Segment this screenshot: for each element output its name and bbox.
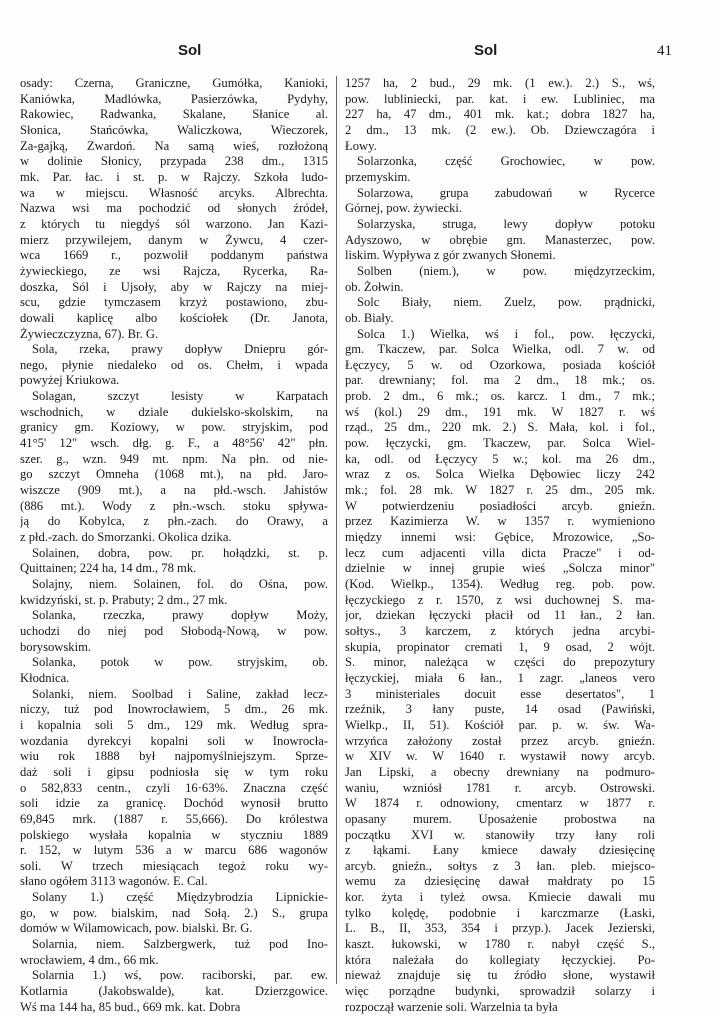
running-head-left: Sol bbox=[178, 42, 202, 59]
text-line: Solarnia 1.) wś, pow. raciborski, par. ew. bbox=[32, 968, 328, 983]
text-line: go, w pow. bialskim, nad Sołą. 2.) S., grupa bbox=[20, 905, 328, 920]
text-line: żywieckiego, ze wsi Rajcza, Rycerka, Ra- bbox=[20, 263, 328, 278]
text-line: sołtys., 3 karczem, z których jedna arcybi- bbox=[345, 623, 655, 638]
text-line: powyżej Kriukowa. bbox=[20, 373, 120, 388]
text-line: ka, odl. od Łęczycy 5 w.; kol. ma 26 dm., bbox=[345, 451, 655, 466]
text-line: z płd.-zach. do Smorzanki. Okolica dzika. bbox=[20, 530, 232, 545]
text-line: Nazwa wsi ma pochodzić od słonych źródeł, bbox=[20, 201, 328, 216]
text-line: Solarzonka, część Grochowiec, w pow. bbox=[357, 154, 655, 169]
text-line: 41°5' 12" wsch. dłg. g. F., a 48°56' 42" płn. bbox=[20, 436, 328, 451]
text-line: jor, dziekan łęczycki płacił od 11 łan., 2 łan. bbox=[345, 608, 655, 623]
text-line: soli idzie za granicę. Dochód wynosił brutto bbox=[20, 796, 328, 811]
dictionary-entry bbox=[345, 76, 655, 154]
text-line: wozdania dyrekcyi kopalni soli w Inowrocła- bbox=[20, 733, 328, 748]
dictionary-entry bbox=[20, 577, 328, 608]
text-line: wraz z os. Solca Wielka Dębowiec liczy 242 bbox=[345, 467, 655, 482]
text-line: Solany 1.) część Międzybrodzia Lipnickie- bbox=[32, 890, 328, 905]
text-line: między innemi wsi: Gębice, Mrozowice, „So- bbox=[345, 530, 655, 545]
text-line: polskiego wysłała kopalnia w styczniu 1889 bbox=[20, 827, 328, 842]
running-head-right: Sol bbox=[474, 42, 498, 59]
text-line: Solben (niem.), w pow. międzyrzeckim, bbox=[357, 263, 655, 278]
text-line: łęczyckiego z r. 1570, z wsi duchownej S. ma- bbox=[345, 592, 655, 607]
text-line: scu, gdzie tymczasem krzyż postawiono, zbu- bbox=[20, 295, 328, 310]
text-line: go szczyt Omneha (1068 mt.), na płd. Jaro- bbox=[20, 467, 328, 482]
text-line: w XIV w. W 1640 r. wystawił nowy arcyb. bbox=[345, 749, 655, 764]
text-line: soli. W trzech miesiącach tegoż roku wy- bbox=[20, 858, 328, 873]
text-line: borysowskim. bbox=[20, 639, 92, 654]
text-line: Solanka, rzeczka, prawy dopływ Moży, bbox=[32, 608, 328, 623]
text-line: wrocławiem, 4 dm., 66 mk. bbox=[20, 952, 159, 967]
text-line: 69,845 mrk. (1887 r. 55,666). Do królestwa bbox=[20, 811, 328, 826]
text-line: 2 dm., 13 mk. (2 ew.). Ob. Dziewczagóra i bbox=[345, 122, 655, 137]
dictionary-entry bbox=[20, 655, 328, 686]
text-line: wemu za dziesięcinę dawał małdraty po 15 bbox=[345, 874, 655, 889]
text-line: granicy gm. Koziowy, w pow. stryjskim, pod bbox=[20, 420, 328, 435]
text-line: Solanki, niem. Soolbad i Saline, zakład lecz- bbox=[32, 686, 328, 701]
text-line: par. drewniany; fol. ma 2 dm., 18 mk.; os. bbox=[345, 373, 655, 388]
column-divider bbox=[336, 76, 337, 984]
text-line: szer. g., wzn. 949 mt. npm. Na płn. od nie- bbox=[20, 451, 328, 466]
text-line: wrzyńca założony został przez arcyb. gnieźn. bbox=[345, 733, 655, 748]
text-line: Solajny, niem. Solainen, fol. do Ośna, pow. bbox=[32, 577, 328, 591]
text-line: ob. Żołwin. bbox=[345, 279, 404, 294]
text-line: L. B., II, 353, 354 i przyp.). Jacek Jezierski, bbox=[345, 921, 655, 936]
page-number: 41 bbox=[657, 43, 672, 59]
dictionary-entry bbox=[20, 76, 328, 342]
text-line: ob. Biały. bbox=[345, 310, 394, 325]
text-line: Sola, rzeka, prawy dopływ Dniepru gór- bbox=[32, 342, 328, 357]
text-line: rzeźnik, 3 łany puste, 14 osad (Pawiński, bbox=[345, 702, 655, 717]
text-line: Wś ma 144 ha, 85 bud., 669 mk. kat. Dobra bbox=[20, 999, 241, 1014]
text-line: Quittainen; 224 ha, 14 dm., 78 mk. bbox=[20, 561, 197, 576]
text-line: rząd., 25 dm., 220 mk. 2.) S. Mała, kol. i fol., bbox=[345, 420, 655, 435]
dictionary-entry bbox=[20, 937, 328, 968]
text-line: Solagan, szczyt lesisty w Karpatach bbox=[32, 389, 328, 404]
text-line: niczy, tuż pod Inowrocławiem, 5 dm., 26 mk. bbox=[20, 702, 328, 717]
dictionary-entry bbox=[345, 154, 655, 185]
text-line: mierz przywilejem, danym w Żywcu, 4 czer- bbox=[20, 232, 328, 247]
text-line: wschodnich, w dziale dukielsko-skolskim, na bbox=[20, 404, 328, 419]
text-line: Wielkp., II, 51). Kościół par. p. w. św. Wa- bbox=[345, 717, 655, 732]
text-line: Solc Biały, niem. Zuelz, pow. prądnicki, bbox=[357, 295, 655, 310]
text-line: Górnej, pow. żywiecki. bbox=[345, 201, 463, 216]
text-line: skupia, propinator cremati 1, 9 osad, 2 wójt. bbox=[345, 639, 655, 654]
text-line: o 582,833 centn., czyli 16·63%. Znaczna część bbox=[20, 780, 328, 795]
text-line: waniu, wzniósł 1781 r. arcyb. Ostrowski. bbox=[345, 780, 655, 795]
text-line: ją do Kobylca, z płn.-zach. do Orawy, a bbox=[20, 514, 328, 529]
text-line: gm. Tkaczew, par. Solca Wielka, odl. 7 w. od bbox=[345, 342, 655, 357]
text-line: która należała do kollegiaty łęczyckiej. Po- bbox=[345, 952, 655, 967]
text-line: Solarnia, niem. Salzbergwerk, tuż pod Ino- bbox=[32, 937, 328, 952]
text-line: osady: Czerna, Graniczne, Gumółka, Kanioki, bbox=[20, 76, 328, 90]
text-line: dzielnie w innej grupie wieś „Solcza minor" bbox=[345, 561, 655, 576]
dictionary-entry bbox=[20, 968, 328, 1015]
text-line: Jan Lipski, a obecny drewniany na podmuro- bbox=[345, 764, 655, 779]
text-line: wiszcze (909 mt.), a na płd.-wsch. Jahistów bbox=[20, 483, 328, 498]
text-line: tylko kolędę, podobnie i karczmarze (Łaski, bbox=[345, 905, 655, 920]
text-line: domów w Wilamowicach, pow. bialski. Br. G. bbox=[20, 921, 253, 936]
text-line: r. 152, w lutym 536 a w marcu 686 wagonów bbox=[20, 843, 328, 858]
dictionary-entry bbox=[345, 217, 655, 264]
text-line: przez Kazimierza W. w 1357 r. wymieniono bbox=[345, 514, 655, 529]
text-line: pow. łęczycki, gm. Tkaczew, par. Solca Wiel- bbox=[345, 436, 655, 451]
text-line: doszka, Sól i Ujsoły, aby w Rajczy na miej- bbox=[20, 279, 328, 294]
dictionary-entry bbox=[20, 342, 328, 389]
text-line: mk.; fol. 28 mk. W 1827 r. 25 dm., 205 mk. bbox=[345, 483, 655, 498]
dictionary-entry bbox=[345, 295, 655, 326]
text-line: wca 1669 r., pozwolił poddanym państwa bbox=[20, 248, 328, 263]
text-line: rozpoczął warzenie soli. Warzelnia ta była bbox=[345, 999, 558, 1014]
text-line: S. minor, należąca w części do prepozytury bbox=[345, 655, 655, 670]
text-line: W potwierdzeniu posiadłości arcyb. gnieźn. bbox=[345, 498, 655, 513]
left-column bbox=[20, 76, 328, 1015]
text-line: nieważ znajduje się tu źródło słone, wystawił bbox=[345, 968, 655, 983]
text-line: początku XVI w. stanowiły trzy łany roli bbox=[345, 827, 655, 842]
text-line: z łąkami. Łany kmiece dawały dziesięcinę bbox=[345, 843, 655, 858]
text-line: arcyb. gnieźn., sołtys z 3 łan. pleb. miejsco- bbox=[345, 858, 655, 873]
text-line: wś (kol.) 29 dm., 191 mk. W 1827 r. wś bbox=[345, 404, 655, 419]
text-line: W 1874 r. odnowiony, cmentarz w 1877 r. bbox=[345, 796, 655, 811]
right-column bbox=[345, 76, 655, 1015]
text-line: nego, płynie niedaleko od os. Chełm, i wpada bbox=[20, 357, 328, 372]
dictionary-entry bbox=[20, 608, 328, 655]
text-line: lecz cum adjacenti villa dicta Pracze" i od- bbox=[345, 545, 655, 560]
text-line: Kaniówka, Madlówka, Pasierzówka, Pydyhy, bbox=[20, 91, 328, 106]
text-line: w dolinie Słonicy, przypada 238 dm., 1315 bbox=[20, 154, 328, 169]
text-line: pow. lubliniecki, par. kat. i ew. Lubliniec, ma bbox=[345, 91, 655, 106]
text-line: 3 ministeriales docuit esse desertatos", 1 bbox=[345, 686, 655, 701]
text-line: Słonica, Stańcówka, Waliczkowa, Wieczorek, bbox=[20, 122, 328, 137]
text-line: opasany murem. Uposażenie probostwa na bbox=[345, 811, 655, 826]
dictionary-entry bbox=[20, 389, 328, 546]
text-line: (Kod. Wielkp., 1354). Według reg. pob. pow. bbox=[345, 577, 655, 591]
text-line: kor. żyta i tyleż owsa. Kmiecie dawali mu bbox=[345, 890, 655, 905]
text-line: Solainen, dobra, pow. pr. hołądzki, st. p. bbox=[32, 545, 328, 560]
text-line: 227 ha, 47 dm., 401 mk. kat.; dobra 1827 ha, bbox=[345, 107, 655, 122]
text-line: Solarzowa, grupa zabudowań w Rycerce bbox=[357, 185, 655, 200]
text-line: liskim. Wypływa z gór zwanych Słonemi. bbox=[345, 248, 556, 263]
text-line: Kotlarnia (Jakobswalde), kat. Dzierzgowice. bbox=[20, 984, 328, 999]
text-line: słano ogółem 3113 wagonów. E. Cal. bbox=[20, 874, 208, 889]
text-line: Łęczycy, 5 w. od Ozorkowa, posiada kościół bbox=[345, 357, 655, 372]
dictionary-entry bbox=[20, 546, 328, 577]
text-line: przemyskim. bbox=[345, 169, 411, 184]
dictionary-entry bbox=[345, 186, 655, 217]
text-line: więc porządne budynki, sprowadził solarzy i bbox=[345, 984, 655, 999]
text-line: (886 mt.). Wody z płn.-wsch. stoku spływa- bbox=[20, 498, 328, 513]
text-line: uchodzi do niej pod Słobodą-Nową, w pow. bbox=[20, 623, 328, 638]
text-line: z których tu niegdyś sól warzono. Jan Kazi- bbox=[20, 216, 328, 231]
text-line: Adyszowo, w obrębie gm. Manasterzec, pow. bbox=[345, 232, 655, 247]
text-line: Kłodnica. bbox=[20, 670, 70, 685]
text-line: dowali kaplicę albo kościołek (Dr. Janota, bbox=[20, 310, 328, 325]
dictionary-entry bbox=[345, 264, 655, 295]
text-line: kaszt. łukowski, w 1780 r. nabył część S., bbox=[345, 937, 655, 952]
text-line: wiu rok 1888 był najpomyślniejszym. Sprze- bbox=[20, 749, 328, 764]
text-line: Za-gajką, Zwardoń. Na samą wieś, rozłożoną bbox=[20, 138, 328, 153]
dictionary-entry bbox=[345, 327, 655, 1016]
text-line: 1257 ha, 2 bud., 29 mk. (1 ew.). 2.) S., wś, bbox=[345, 76, 655, 90]
text-line: i kopalnia soli 5 dm., 129 mk. Według spra- bbox=[20, 717, 328, 732]
text-line: kwidzyński, st. p. Prabuty; 2 dm., 27 mk. bbox=[20, 592, 228, 607]
text-line: Łowy. bbox=[345, 138, 377, 153]
text-line: łęczyckiej, miała 6 łan., 1 zagr. „laneos vero bbox=[345, 670, 655, 685]
text-line: daż soli i gipsu podniosła się w tym roku bbox=[20, 764, 328, 779]
text-line: Solarzyska, struga, lewy dopływ potoku bbox=[357, 216, 655, 231]
text-line: prob. 2 dm., 6 mk.; os. karcz. 1 dm., 7 mk.; bbox=[345, 389, 655, 404]
dictionary-entry bbox=[20, 890, 328, 937]
text-line: wa w miejscu. Własność arcyks. Albrechta. bbox=[20, 185, 328, 200]
dictionary-entry bbox=[20, 687, 328, 891]
text-line: Solanka, potok w pow. stryjskim, ob. bbox=[32, 655, 328, 670]
text-line: mk. Par. łac. i st. p. w Rajczy. Szkoła ludo- bbox=[20, 169, 328, 184]
text-line: Solca 1.) Wielka, wś i fol., pow. łęczycki, bbox=[357, 326, 655, 341]
text-line: Rakowiec, Radwanka, Skalane, Słanice al. bbox=[20, 107, 328, 122]
text-line: Żywieczczyzna, 67). Br. G. bbox=[20, 326, 159, 341]
